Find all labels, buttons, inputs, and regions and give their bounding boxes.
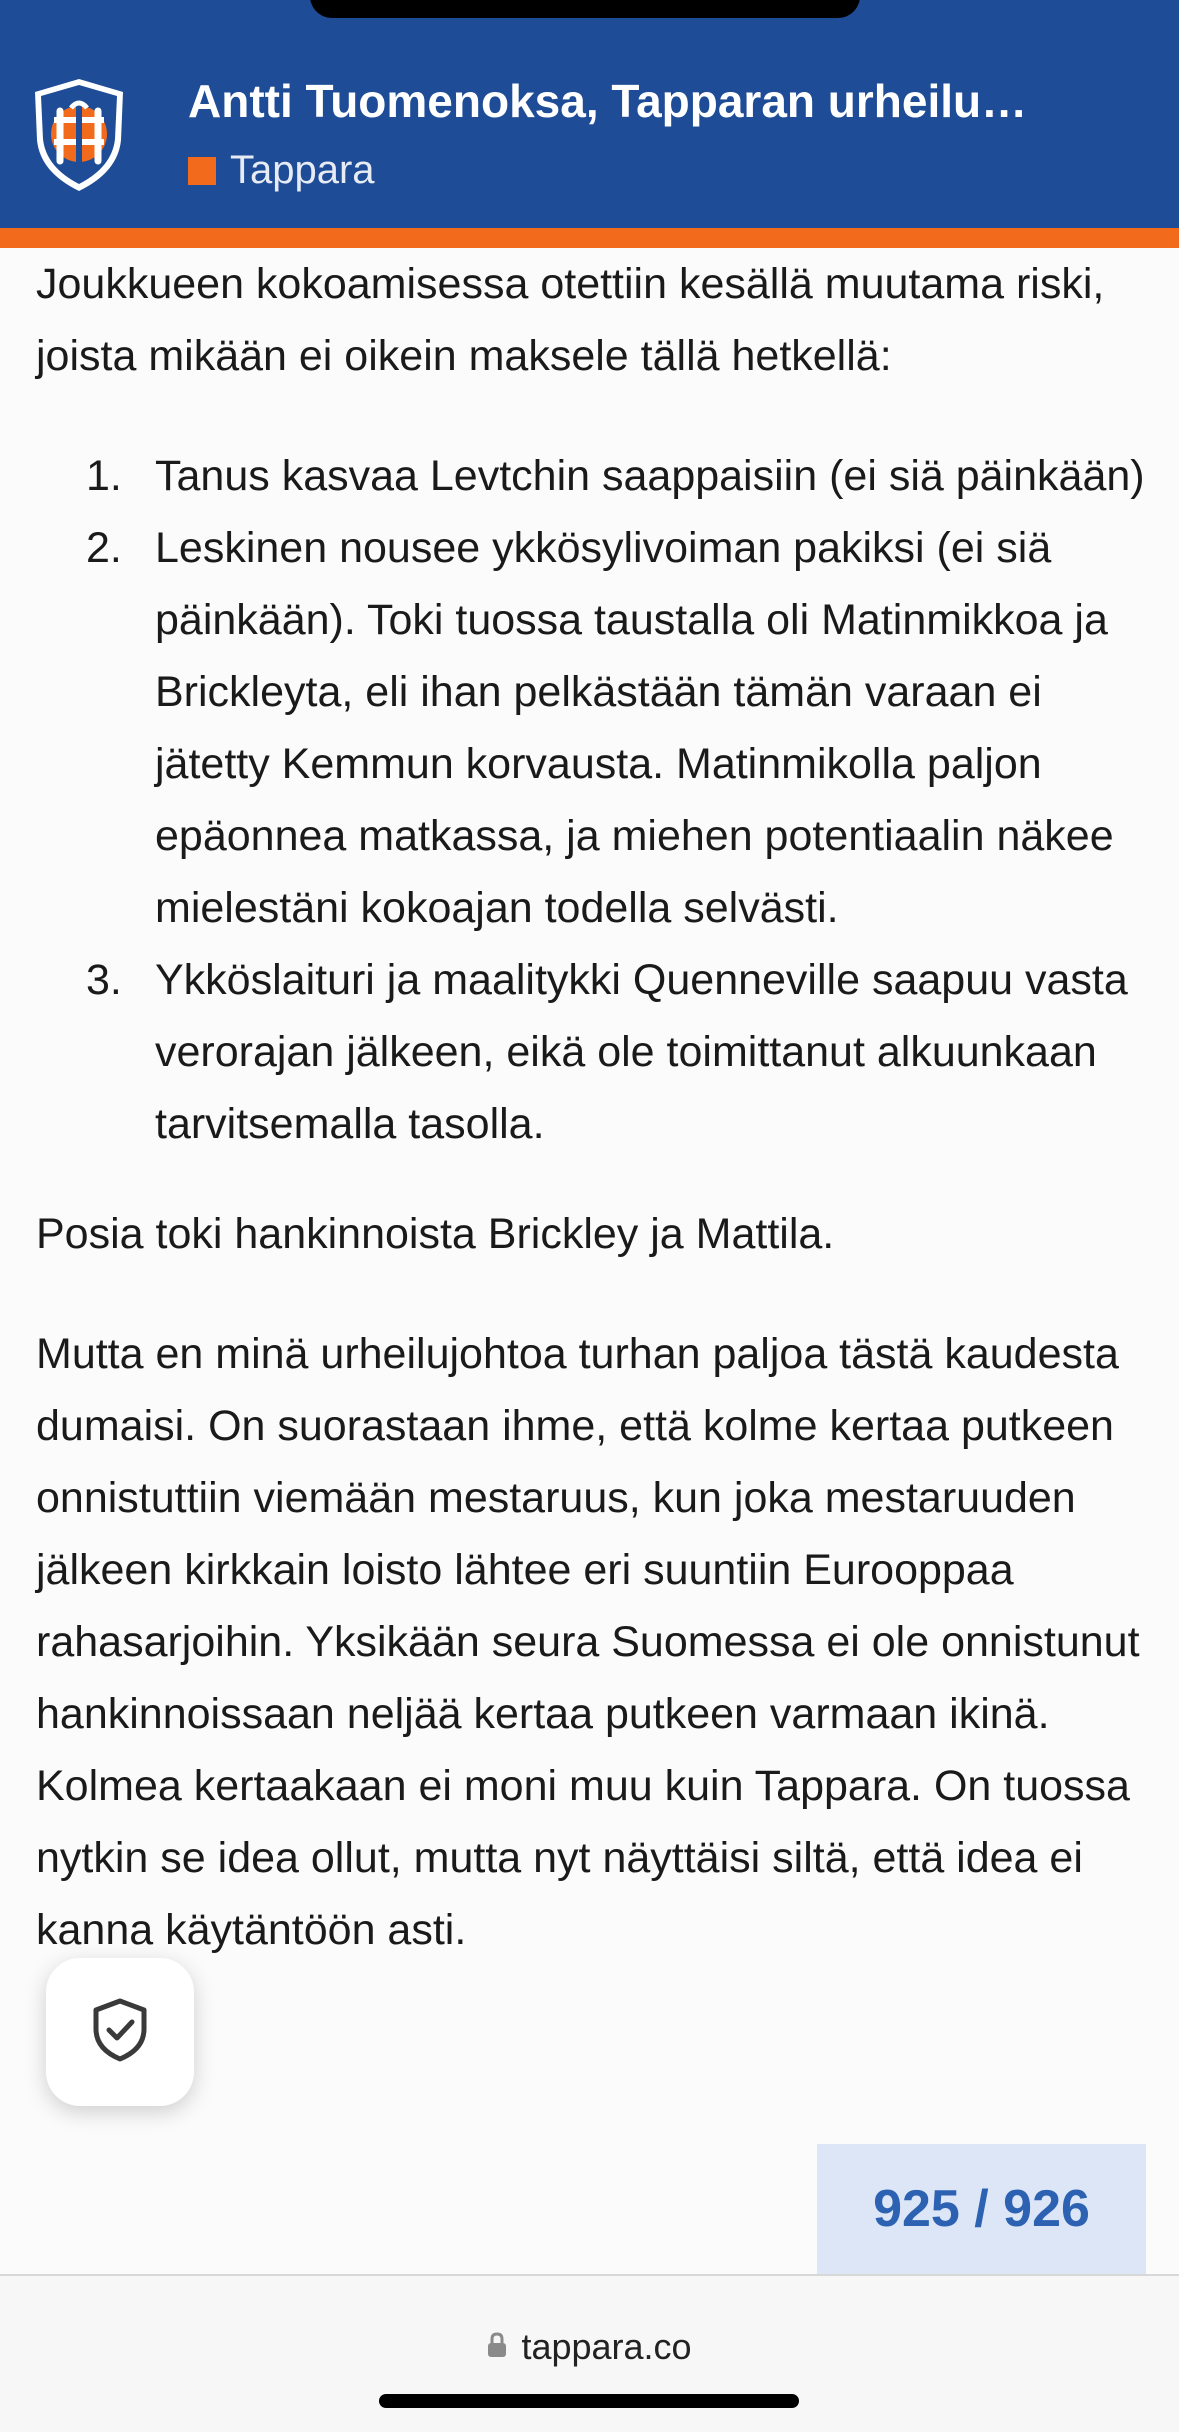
lock-icon: [487, 2332, 507, 2363]
list-item-text: Ykköslaituri ja maalitykki Quenneville saapuu vasta verorajan jälkeen, eikä ole toimittanut alkuunkaan tarvitsemalla tasolla.: [155, 956, 1128, 1148]
list-item: [36, 944, 1146, 1160]
url-text: tappara.co: [521, 2326, 692, 2367]
forum-link[interactable]: [188, 148, 375, 193]
browser-bottom-bar: [0, 2274, 1179, 2432]
list-number: 2.: [86, 524, 122, 572]
page-counter[interactable]: [817, 2144, 1146, 2274]
list-item-text: Leskinen nousee ykkösylivoiman pakiksi (ei siä päinkään). Toki tuossa taustalla oli Matinmikkoa ja Brickleyta, eli ihan pelkästään tämän varaan ei jätetty Kemmun korvausta. Matinmikolla paljon epäonnea matkassa, ja miehen potentiaalin näkee mielestäni kokoajan todella selvästi.: [155, 524, 1114, 932]
header-accent-stripe: [0, 228, 1179, 248]
url-bar[interactable]: [0, 2326, 1179, 2368]
list-item-text: Tanus kasvaa Levtchin saappaisiin (ei siä päinkään): [155, 452, 1145, 500]
thread-header: [0, 0, 1179, 228]
privacy-shield-button[interactable]: [46, 1958, 194, 2106]
page-counter-label: 925 / 926: [873, 2180, 1090, 2238]
forum-name: Tappara: [230, 148, 375, 192]
list-item: [36, 512, 1146, 944]
list-item: [36, 440, 1146, 512]
post-paragraph: Mutta en minä urheilujohtoa turhan paljoa tästä kaudesta dumaisi. On suorastaan ihme, että kolme kertaa putkeen onnistuttiin viemään mestaruus, kun joka mestaruuden jälkeen kirkkain loisto lähtee eri suuntiin Eurooppaa rahasarjoihin. Yksikään seura Suomessa ei ole onnistunut hankinnoissaan neljää kertaa putkeen varmaan ikinä. Kolmea kertaakaan ei moni muu kuin Tappara. On tuossa nytkin se idea ollut, mutta nyt näyttäisi siltä, että idea ei kanna käytäntöön asti.: [36, 1330, 1140, 1954]
list-number: 3.: [86, 956, 122, 1004]
thread-title[interactable]: Antti Tuomenoksa, Tapparan urheilu…: [188, 75, 1028, 127]
list-number: 1.: [86, 452, 122, 500]
forum-color-icon: [188, 157, 216, 185]
tappara-logo-icon[interactable]: [30, 76, 128, 194]
post-paragraph: Posia toki hankinnoista Brickley ja Mattila.: [36, 1210, 835, 1258]
shield-check-icon: [91, 1997, 149, 2068]
post-paragraph: Joukkueen kokoamisessa otettiin kesällä muutama riski, joista mikään ei oikein maksele tällä hetkellä:: [36, 260, 1105, 380]
device-notch: [310, 0, 860, 18]
home-indicator[interactable]: [379, 2394, 799, 2408]
post-list: [36, 440, 1146, 1160]
post-body: [36, 248, 1146, 1966]
